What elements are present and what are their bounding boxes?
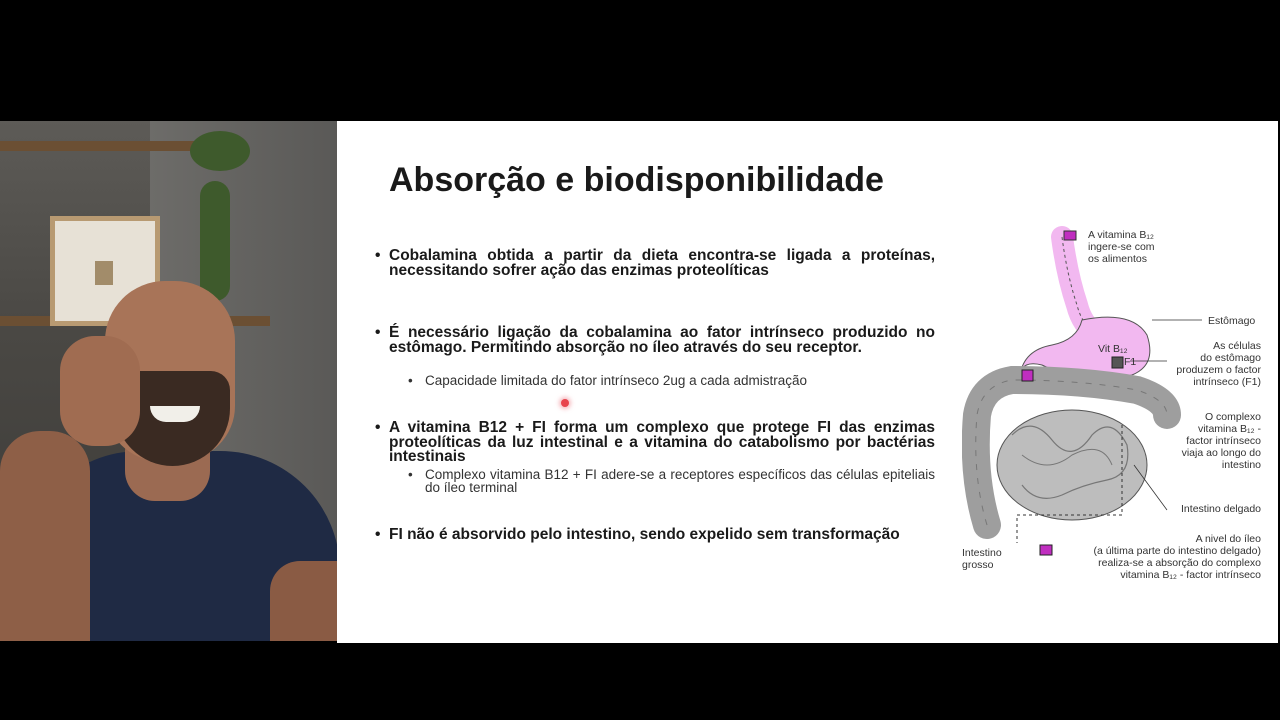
sub-bullet-mark: • bbox=[408, 467, 413, 482]
label-small-intestine: Intestino delgado bbox=[1181, 503, 1261, 515]
sub-bullet-item bbox=[408, 373, 935, 388]
bullet-item bbox=[389, 421, 935, 465]
person-arm bbox=[0, 431, 90, 641]
shelf bbox=[0, 141, 220, 151]
bullet-text: Cobalamina obtida a partir da dieta encontra-se ligada a proteínas, necessitando sofrer ação das enzimas proteolíticas bbox=[389, 247, 935, 279]
bullet-text: É necessário ligação da cobalamina ao fator intrínseco produzido no estômago. Permitindo absorção no íleo através do seu receptor. bbox=[389, 324, 935, 356]
label-intake: A vitamina B₁₂ ingere-se com os alimentos bbox=[1088, 229, 1155, 265]
label-ileum-absorption: A nivel do íleo (a última parte do intestino delgado) realiza-se a absorção do complexo vitamina B₁₂ - factor intrínseco bbox=[1093, 533, 1261, 581]
sub-bullet-text: Complexo vitamina B12 + FI adere-se a receptores específicos das células epiteliais do íleo terminal bbox=[425, 467, 935, 495]
label-stomach-cells: As células do estômago produzem o factor intrínseco (F1) bbox=[1176, 340, 1261, 388]
bullet-item bbox=[389, 249, 935, 278]
label-f1: F1 bbox=[1124, 356, 1137, 368]
sub-bullet-text: Capacidade limitada do fator intrínseco 2ug a cada admistração bbox=[425, 373, 807, 388]
bullet-item bbox=[389, 528, 935, 543]
plant bbox=[190, 131, 250, 171]
sub-bullet-mark: • bbox=[408, 373, 413, 388]
slide-title: Absorção e biodisponibilidade bbox=[389, 161, 884, 199]
b12-absorption-diagram bbox=[962, 225, 1262, 590]
bullet-item bbox=[389, 326, 935, 355]
label-vitb12: Vit B₁₂ bbox=[1098, 343, 1128, 355]
bullet-text: A vitamina B12 + FI forma um complexo que protege FI das enzimas proteolíticas da luz intestinal e a vitamina do catabolismo por bactérias intestinais bbox=[389, 419, 935, 465]
label-complex-travel: O complexo vitamina B₁₂ - factor intrínseco viaja ao longo do intestino bbox=[1181, 411, 1261, 471]
label-large-intestine: Intestino grosso bbox=[962, 547, 1002, 571]
person-arm bbox=[270, 561, 337, 641]
webcam-video bbox=[0, 121, 337, 641]
sub-bullet-item bbox=[408, 467, 935, 495]
person-hand bbox=[60, 336, 140, 446]
bullet-text: FI não é absorvido pelo intestino, sendo expelido sem transformação bbox=[389, 526, 900, 543]
laser-pointer bbox=[561, 399, 569, 407]
plant bbox=[200, 181, 230, 301]
label-stomach: Estômago bbox=[1208, 315, 1256, 327]
